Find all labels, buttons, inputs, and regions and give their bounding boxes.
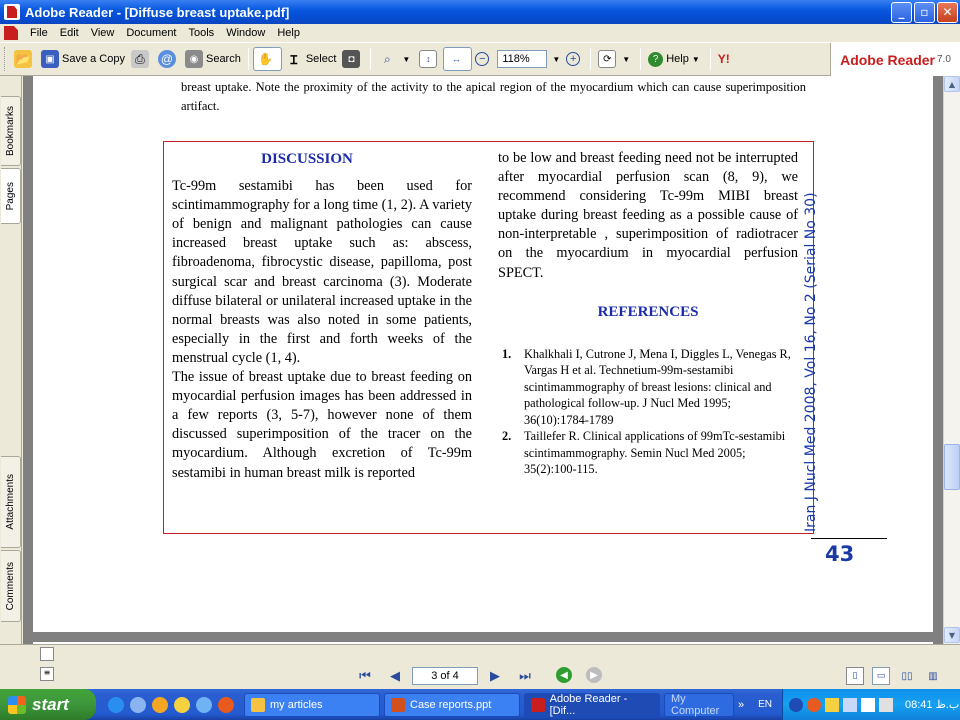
discussion-paragraph-3: to be low and breast feeding need not be interrupted after myocardial perfusion scan (8, 9), we recommend considering Tc-99m MIBI breast uptake during breast feeding as a possible cause of non-interpretable , superimposition of radiotracer on the myocardium in myocardial perfusion SPECT.	[498, 150, 798, 281]
help-button[interactable]	[645, 47, 706, 71]
volume-icon[interactable]	[861, 698, 875, 712]
folder-open-icon: 📂	[15, 52, 31, 66]
tray-icon[interactable]	[789, 698, 803, 712]
zoom-level-input[interactable]: 118%	[497, 50, 547, 68]
task-label: my articles	[270, 698, 323, 711]
ie-icon[interactable]	[108, 697, 124, 713]
text-cursor-icon: Ɪ	[290, 52, 298, 67]
explorer-icon[interactable]	[130, 697, 146, 713]
previous-page-icon[interactable]: ◀	[390, 668, 400, 684]
menu-help[interactable]: Help	[277, 27, 300, 39]
brand-text: Adobe Reader	[840, 51, 935, 68]
pdf-page	[33, 76, 933, 632]
floppy-disk-icon: ▣	[41, 50, 59, 68]
printer-icon: ⎙	[131, 50, 149, 68]
discussion-paragraph-1: Tc-99m sestamibi has been used for scintimammography for a long time (1, 2). A variety of benign and malignant pathologies can cause increased breast uptake such as: abscess, fibroadenoma, fibrocystic disease, papilloma, post surgical scar and breast carcinoma (3). Moderate diffuse bilateral or unilateral increased uptake in the normal breasts was also noted in some patients, especially in the first and forth weeks of the menstrual cycle (1, 4).	[172, 178, 472, 366]
chevron-down-icon[interactable]: ▼	[622, 54, 631, 64]
binoculars-icon: ◉	[185, 50, 203, 68]
journal-citation	[803, 142, 833, 532]
hand-icon: ✋	[258, 52, 274, 66]
menu-window[interactable]: Window	[226, 27, 266, 39]
task-label: Case reports.ppt	[410, 698, 492, 711]
menu-edit[interactable]: Edit	[59, 27, 79, 39]
toolbar-separator	[590, 48, 591, 70]
pages-label: Pages	[5, 181, 16, 211]
open-button[interactable]	[11, 47, 38, 71]
media-player-icon[interactable]	[152, 697, 168, 713]
document-view[interactable]	[23, 76, 943, 644]
clock[interactable]: 08:41 ب.ظ	[905, 699, 960, 711]
fit-width-icon: ↔	[451, 54, 461, 64]
toolbar-separator	[248, 48, 249, 70]
tray-icon[interactable]	[825, 698, 839, 712]
task-label: My Computer	[671, 692, 720, 717]
magnifier-icon: ⌕	[384, 51, 391, 66]
camera-icon: ◘	[342, 50, 360, 68]
help-icon: ?	[648, 52, 663, 67]
print-button[interactable]	[128, 47, 155, 71]
toolbar	[0, 42, 960, 76]
right-column	[498, 149, 798, 478]
help-label: Help	[666, 53, 689, 65]
page-number-rule	[811, 538, 887, 539]
firefox-icon[interactable]	[218, 697, 234, 713]
references-heading: REFERENCES	[597, 303, 699, 320]
system-tray	[782, 689, 960, 720]
page-number: 43	[825, 542, 855, 566]
navigation-pane	[0, 76, 22, 668]
zoom-tool-button[interactable]	[375, 47, 416, 71]
snapshot-button[interactable]	[339, 47, 366, 71]
brand-version: 7.0	[937, 54, 951, 65]
language-indicator[interactable]: EN	[758, 699, 773, 710]
powerpoint-icon	[391, 698, 405, 712]
navigation-bar	[0, 644, 960, 689]
tab-bookmarks[interactable]	[1, 96, 21, 166]
taskbar-item-my-articles[interactable]	[244, 693, 380, 717]
hand-tool-button[interactable]	[253, 47, 282, 71]
search-label: Search	[205, 53, 241, 65]
search-button[interactable]	[182, 47, 244, 71]
search-icon[interactable]	[196, 697, 212, 713]
article-frame	[163, 141, 814, 534]
minus-circle-icon: −	[475, 52, 489, 66]
continuous-view-icon[interactable]: ▭	[872, 667, 890, 685]
reference-item	[498, 346, 798, 429]
toolbar-separator	[710, 48, 711, 70]
tab-comments[interactable]	[1, 550, 21, 622]
task-label: Adobe Reader - [Dif...	[549, 692, 628, 717]
start-label: start	[32, 694, 69, 714]
attachments-label: Attachments	[5, 474, 16, 530]
scroll-thumb[interactable]	[944, 444, 960, 490]
yahoo-button[interactable]	[715, 47, 733, 71]
scroll-up-button[interactable]: ▲	[944, 76, 960, 92]
chevron-down-icon[interactable]: ▼	[402, 54, 411, 64]
reference-item	[498, 428, 798, 478]
menu-view[interactable]: View	[90, 27, 115, 39]
single-page-view-icon[interactable]: ▯	[846, 667, 864, 685]
windows-flag-icon	[8, 696, 26, 714]
plus-circle-icon: +	[566, 52, 580, 66]
document-icon[interactable]	[4, 26, 18, 40]
last-page-icon[interactable]: ⏭	[519, 668, 531, 684]
start-button[interactable]	[0, 689, 96, 720]
windows-taskbar	[0, 689, 960, 720]
adobe-reader-icon[interactable]	[4, 4, 20, 20]
discussion-heading: DISCUSSION	[261, 151, 353, 167]
email-button[interactable]	[155, 47, 182, 71]
tray-icon[interactable]	[807, 698, 821, 712]
page-number-input[interactable]: 3 of 4	[412, 667, 478, 685]
network-icon[interactable]	[843, 698, 857, 712]
reference-text: Taillefer R. Clinical applications of 99mTc-sestamibi scintimammography. Semin Nucl Med 2005; 35(2):100-115.	[524, 429, 786, 477]
messenger-icon[interactable]	[174, 697, 190, 713]
tab-pages[interactable]	[1, 168, 21, 224]
journal-citation-text: Iran J Nucl Med 2008, Vol 16, No 2 (Serial No 30)	[803, 192, 819, 532]
save-copy-button[interactable]	[38, 47, 128, 71]
quick-launch	[108, 697, 240, 713]
adobe-reader-logo	[830, 43, 960, 76]
page-thumbnail-icon[interactable]	[40, 647, 54, 661]
menu-bar	[0, 24, 960, 42]
rotate-page-icon: ⟳	[598, 50, 616, 68]
reference-number: 2.	[502, 429, 512, 444]
taskbar-item-adobe-reader[interactable]	[524, 693, 660, 717]
continuous-facing-view-icon[interactable]: ▥	[928, 670, 938, 682]
left-column	[172, 150, 472, 483]
close-button[interactable]: ✕	[937, 2, 958, 23]
menu-document[interactable]: Document	[126, 27, 177, 39]
chevron-down-icon[interactable]: ▼	[691, 54, 700, 64]
select-label: Select	[305, 53, 337, 65]
title-bar[interactable]	[0, 0, 960, 24]
chevron-right-icon[interactable]: »	[738, 698, 745, 711]
email-icon: @	[158, 50, 176, 68]
zoom-in-button[interactable]	[563, 47, 586, 71]
go-forward-icon[interactable]: ▶	[586, 667, 602, 683]
minimize-button[interactable]: _	[891, 2, 912, 23]
bookmarks-label: Bookmarks	[5, 105, 16, 156]
tray-icon[interactable]	[879, 698, 893, 712]
zoom-out-button[interactable]	[472, 47, 495, 71]
fit-height-icon: ↕	[419, 50, 437, 68]
first-page-icon[interactable]: ⏮	[359, 668, 371, 684]
vertical-scrollbar[interactable]	[943, 76, 960, 644]
rotate-button[interactable]	[595, 47, 636, 71]
folder-icon	[251, 698, 265, 712]
select-tool-button[interactable]	[282, 47, 340, 71]
zoom-dropdown-icon[interactable]: ▼	[552, 54, 561, 64]
taskbar-item-case-reports[interactable]	[384, 693, 520, 717]
tab-attachments[interactable]	[1, 456, 21, 548]
restore-button[interactable]: ▫	[914, 2, 935, 23]
facing-view-icon[interactable]: ▯▯	[901, 670, 913, 682]
reference-text: Khalkhali I, Cutrone J, Mena I, Diggles L, Venegas R, Vargas H et al. Technetium-99m-sestamibi scintimammography of breast lesions: clinical and pathological follow-up. J Nucl Med 1995; 36(10):1784-1789	[524, 346, 791, 427]
fit-width-button[interactable]	[443, 47, 472, 71]
fit-height-button[interactable]	[416, 47, 443, 71]
taskbar-item-my-computer[interactable]	[664, 693, 734, 717]
discussion-paragraph-2: The issue of breast uptake due to breast feeding on myocardial perfusion images has been addressed in a few reports (3, 5-7), however none of them discussed superimposition of the tracer on the myocardium. Although excretion of Tc-99m sestamibi in human breast milk is reported	[172, 369, 472, 481]
toolbar-separator	[640, 48, 641, 70]
next-page-icon[interactable]: ▶	[490, 668, 500, 684]
menu-file[interactable]: File	[30, 27, 48, 39]
go-back-icon[interactable]: ◀	[556, 667, 572, 683]
save-copy-label: Save a Copy	[62, 53, 125, 65]
figure-caption-text: breast uptake. Note the proximity of the activity to the apical region of the myocardium which can cause superimposition artifact.	[181, 80, 806, 113]
toolbar-grip[interactable]	[4, 47, 8, 71]
comments-label: Comments	[5, 561, 16, 611]
menu-tools[interactable]: Tools	[188, 27, 215, 39]
reference-number: 1.	[502, 346, 512, 361]
yahoo-icon: Y!	[717, 52, 730, 66]
toolbar-separator	[370, 48, 371, 70]
adobe-reader-icon	[531, 698, 545, 712]
window-title: Adobe Reader - [Diffuse breast uptake.pdf]	[25, 4, 290, 20]
scroll-down-button[interactable]: ▼	[944, 627, 960, 643]
document-properties-icon[interactable]: ≡	[40, 667, 54, 681]
